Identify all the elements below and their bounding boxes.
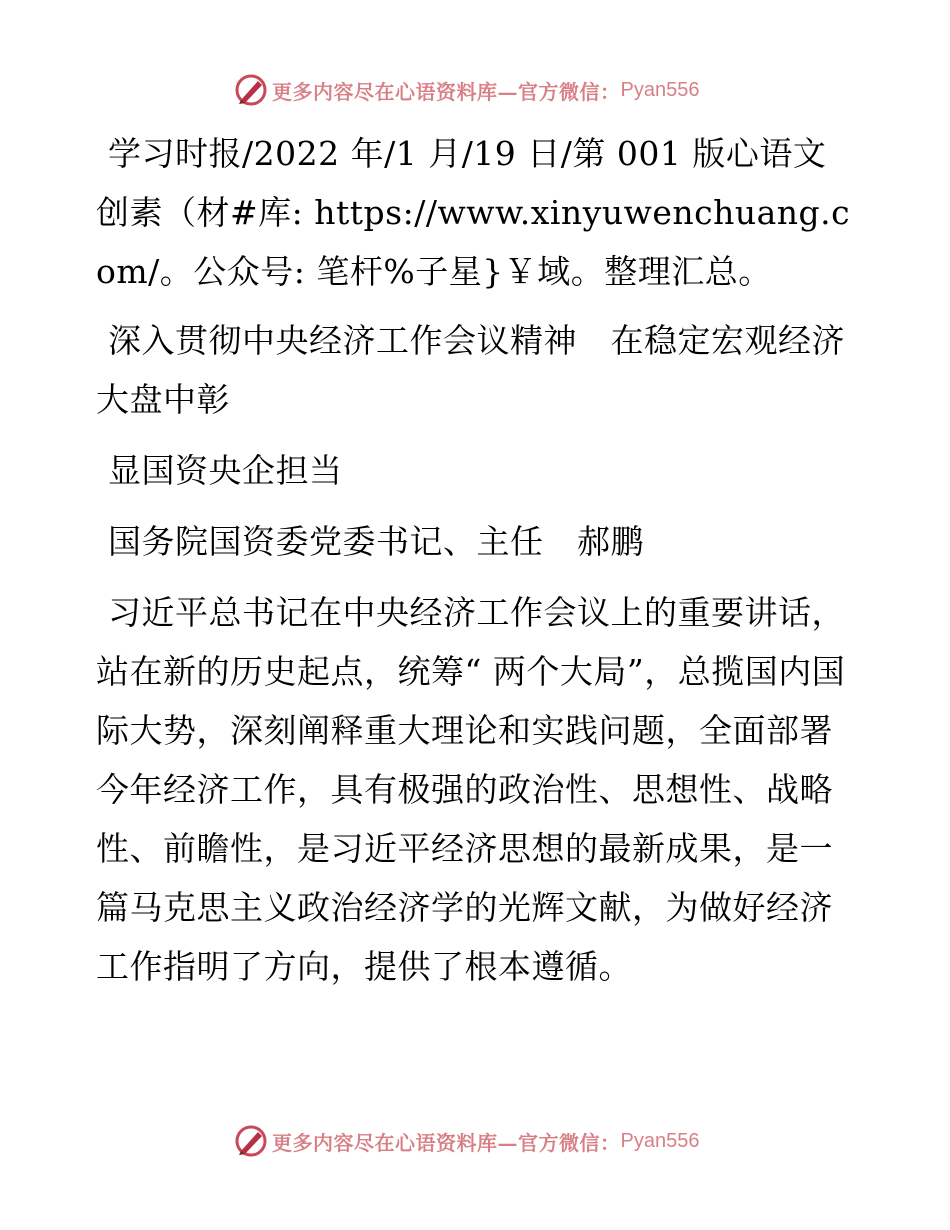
source-line: 学习时报/2022 年/1 月/19 日/第 001 版心语文创素（材#库: https://www.xinyuwenchuang.com/。公众号: 笔杆%子星}￥域。整理汇总。: [96, 134, 851, 291]
article-title-line-1: 深入贯彻中央经济工作会议精神 在稳定宏观经济大盘中彰: [96, 321, 845, 419]
watermark-header: [234, 72, 699, 108]
watermark-footer: [234, 1123, 699, 1159]
article-author: 国务院国资委党委书记、主任 郝鹏: [108, 522, 644, 561]
document-body: [96, 124, 856, 1008]
article-title-line-2: 显国资央企担当: [108, 451, 343, 490]
watermark-wechat-id: Pyan556: [620, 1129, 700, 1152]
watermark-text: 更多内容尽在心语资料库—官方微信：: [272, 1130, 621, 1155]
article-paragraph: 习近平总书记在中央经济工作会议上的重要讲话，站在新的历史起点，统筹“ 两个大局”，总揽国内国际大势，深刻阐释重大理论和实践问题，全面部署今年经济工作，具有极强的政治性、思想性、战略性、前瞻性，是习近平经济思想的最新成果，是一篇马克思主义政治经济学的光辉文献，为做好经济工作指明了方向，提供了根本遵循。: [96, 593, 846, 986]
pen-logo-icon: [234, 73, 268, 107]
watermark-text: 更多内容尽在心语资料库—官方微信：: [272, 79, 621, 104]
pen-logo-icon: [234, 1124, 268, 1158]
watermark-wechat-id: Pyan556: [620, 78, 700, 101]
